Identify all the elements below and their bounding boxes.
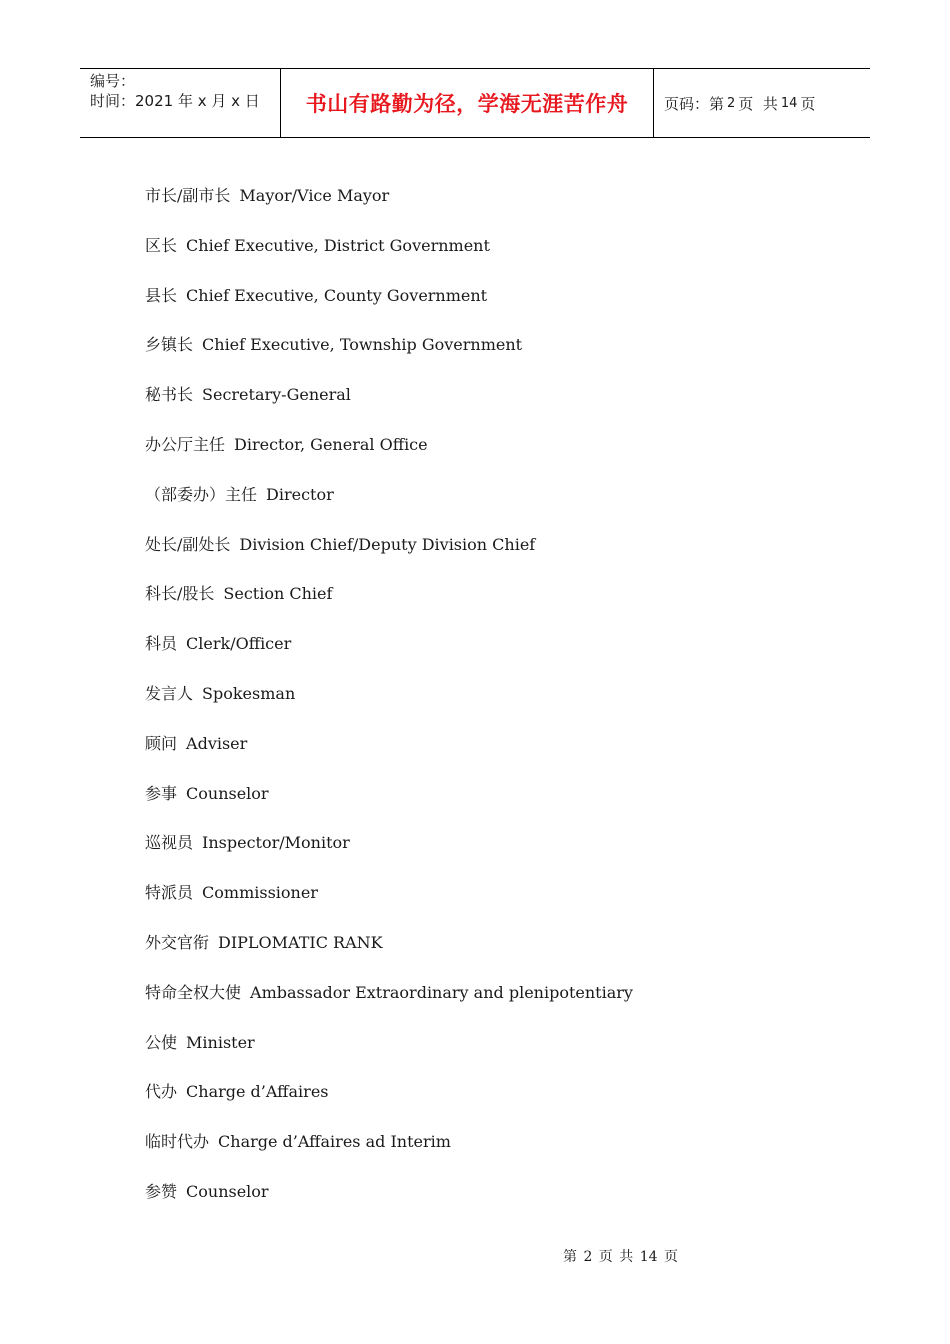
chinese-title: 乡镇长	[145, 335, 194, 355]
english-title: Inspector/Monitor	[202, 833, 350, 853]
list-item	[145, 732, 845, 782]
chinese-title: （部委办）主任	[145, 484, 258, 504]
list-item	[145, 881, 845, 931]
english-title: Ambassador Extraordinary and plenipotentiary	[250, 982, 633, 1002]
page-current: 2	[727, 95, 736, 111]
header-page-number	[654, 69, 870, 137]
list-item	[145, 333, 845, 383]
english-title: Chief Executive, Township Government	[202, 335, 523, 355]
page-suffix: 页	[800, 94, 816, 113]
time-label: 时间：2021 年 x 月 x 日	[90, 92, 260, 110]
chinese-title: 发言人	[145, 683, 194, 703]
list-item	[145, 483, 845, 533]
chinese-title: 区长	[145, 235, 178, 255]
english-title: Mayor/Vice Mayor	[239, 186, 390, 205]
list-item	[145, 1031, 845, 1081]
chinese-title: 科长/股长	[145, 584, 215, 604]
page-footer: 第 2 页 共 14 页	[563, 1249, 678, 1265]
page-header	[80, 68, 870, 138]
chinese-title: 特派员	[145, 883, 194, 903]
header-motto: 书山有路勤为径，学海无涯苦作舟	[281, 69, 654, 137]
chinese-title: 处长/副处长	[145, 534, 231, 554]
chinese-title: 参赞	[145, 1181, 178, 1201]
chinese-title: 参事	[145, 783, 178, 803]
english-title: DIPLOMATIC RANK	[218, 932, 383, 952]
chinese-title: 县长	[145, 285, 178, 305]
list-item	[145, 1080, 845, 1130]
list-item	[145, 682, 845, 732]
header-meta	[80, 69, 281, 137]
english-title: Secretary-General	[202, 385, 351, 405]
chinese-title: 特命全权大使	[145, 982, 242, 1002]
list-item	[145, 533, 845, 583]
list-item	[145, 582, 845, 632]
list-item	[145, 1180, 845, 1230]
list-item	[145, 433, 845, 483]
english-title: Chief Executive, District Government	[186, 235, 490, 255]
english-title: Charge d’Affaires	[186, 1082, 329, 1102]
title-list	[145, 184, 845, 1230]
english-title: Minister	[186, 1032, 255, 1052]
chinese-title: 顾问	[145, 733, 178, 753]
list-item	[145, 184, 845, 234]
chinese-title: 办公厅主任	[145, 434, 226, 454]
english-title: Division Chief/Deputy Division Chief	[239, 534, 536, 554]
english-title: Director	[266, 484, 334, 504]
chinese-title: 临时代办	[145, 1132, 210, 1152]
english-title: Counselor	[186, 1181, 269, 1201]
english-title: Adviser	[186, 733, 248, 753]
english-title: Section Chief	[223, 584, 333, 604]
list-item	[145, 931, 845, 981]
chinese-title: 科员	[145, 634, 178, 654]
list-item	[145, 782, 845, 832]
english-title: Spokesman	[202, 683, 296, 703]
page-prefix: 页码：第	[664, 94, 725, 113]
list-item	[145, 1130, 845, 1180]
chinese-title: 代办	[145, 1082, 178, 1102]
list-item	[145, 383, 845, 433]
chinese-title: 秘书长	[145, 385, 194, 405]
chinese-title: 公使	[145, 1032, 178, 1052]
number-label: 编号：	[90, 72, 136, 90]
chinese-title: 市长/副市长	[145, 186, 231, 205]
list-item	[145, 831, 845, 881]
list-item	[145, 632, 845, 682]
list-item	[145, 981, 845, 1031]
english-title: Commissioner	[202, 883, 318, 903]
english-title: Clerk/Officer	[186, 634, 292, 654]
english-title: Charge d’Affaires ad Interim	[218, 1132, 451, 1152]
english-title: Chief Executive, County Government	[186, 285, 488, 305]
english-title: Director, General Office	[234, 434, 428, 454]
page-mid: 页 共	[738, 94, 778, 113]
english-title: Counselor	[186, 783, 269, 803]
page-total: 14	[780, 95, 798, 111]
chinese-title: 巡视员	[145, 833, 194, 853]
list-item	[145, 234, 845, 284]
list-item	[145, 284, 845, 334]
chinese-title: 外交官衔	[145, 932, 210, 952]
